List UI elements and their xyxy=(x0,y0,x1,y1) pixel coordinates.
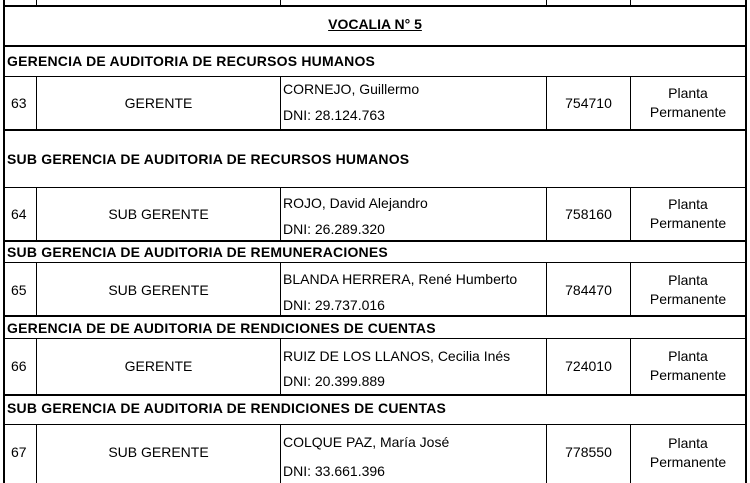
divider xyxy=(3,76,747,77)
row-status-line2: Permanente xyxy=(649,215,727,231)
vocalia-title-text: VOCALIA N° 5 xyxy=(328,16,422,32)
vocalia-title xyxy=(0,16,750,32)
row-dni: DNI: 20.399.889 xyxy=(283,373,385,389)
row-name: COLQUE PAZ, María José xyxy=(283,434,450,450)
row-number: 65 xyxy=(11,282,27,298)
divider xyxy=(3,424,747,425)
row-dni: DNI: 33.661.396 xyxy=(283,463,385,479)
row-dni: DNI: 28.124.763 xyxy=(283,107,385,123)
divider xyxy=(3,338,747,339)
section-heading: SUB GERENCIA DE AUDITORIA DE RECURSOS HUMANOS xyxy=(7,151,410,167)
divider xyxy=(3,5,747,7)
row-cargo: SUB GERENTE xyxy=(108,282,209,298)
section-heading: GERENCIA DE AUDITORIA DE RECURSOS HUMANOS xyxy=(7,53,376,69)
section-heading: SUB GERENCIA DE AUDITORIA DE REMUNERACIONES xyxy=(7,244,388,260)
divider xyxy=(630,262,631,316)
row-code: 724010 xyxy=(565,358,612,374)
section-heading: SUB GERENCIA DE AUDITORIA DE RENDICIONES DE CUENTAS xyxy=(7,400,447,416)
section-heading: GERENCIA DE DE AUDITORIA DE RENDICIONES DE CUENTAS xyxy=(7,320,436,336)
row-number: 66 xyxy=(11,358,27,374)
row-dni: DNI: 26.289.320 xyxy=(283,221,385,237)
row-code: 778550 xyxy=(565,444,612,460)
row-code: 758160 xyxy=(565,206,612,222)
divider xyxy=(3,240,747,242)
row-number: 67 xyxy=(11,444,27,460)
divider xyxy=(3,262,747,263)
row-status-line2: Permanente xyxy=(649,367,727,383)
divider xyxy=(3,187,747,188)
row-status-line2: Permanente xyxy=(649,104,727,120)
row-status-line1: Planta xyxy=(668,435,708,451)
row-name: ROJO, David Alejandro xyxy=(283,195,428,211)
row-number: 63 xyxy=(11,95,27,111)
row-status-line1: Planta xyxy=(668,272,708,288)
divider xyxy=(3,315,747,317)
divider xyxy=(3,129,747,131)
divider xyxy=(3,45,747,47)
row-cargo: SUB GERENTE xyxy=(108,206,209,222)
row-name: CORNEJO, Guillermo xyxy=(283,81,420,97)
divider xyxy=(280,338,281,395)
row-code: 754710 xyxy=(565,95,612,111)
row-status-line1: Planta xyxy=(668,196,708,212)
row-cargo: GERENTE xyxy=(124,358,193,374)
row-name: BLANDA HERRERA, René Humberto xyxy=(283,271,518,287)
row-status-line1: Planta xyxy=(668,348,708,364)
row-cargo: GERENTE xyxy=(124,95,193,111)
row-status-line2: Permanente xyxy=(649,291,727,307)
row-code: 784470 xyxy=(565,282,612,298)
row-status-line1: Planta xyxy=(668,85,708,101)
divider xyxy=(3,394,747,396)
row-cargo: SUB GERENTE xyxy=(108,444,209,460)
divider xyxy=(280,187,281,241)
divider xyxy=(280,262,281,316)
row-name: RUIZ DE LOS LLANOS, Cecilia Inés xyxy=(283,348,511,364)
row-status-line2: Permanente xyxy=(649,454,727,470)
divider xyxy=(280,76,281,130)
row-number: 64 xyxy=(11,206,27,222)
row-dni: DNI: 29.737.016 xyxy=(283,297,385,313)
divider xyxy=(280,424,281,483)
